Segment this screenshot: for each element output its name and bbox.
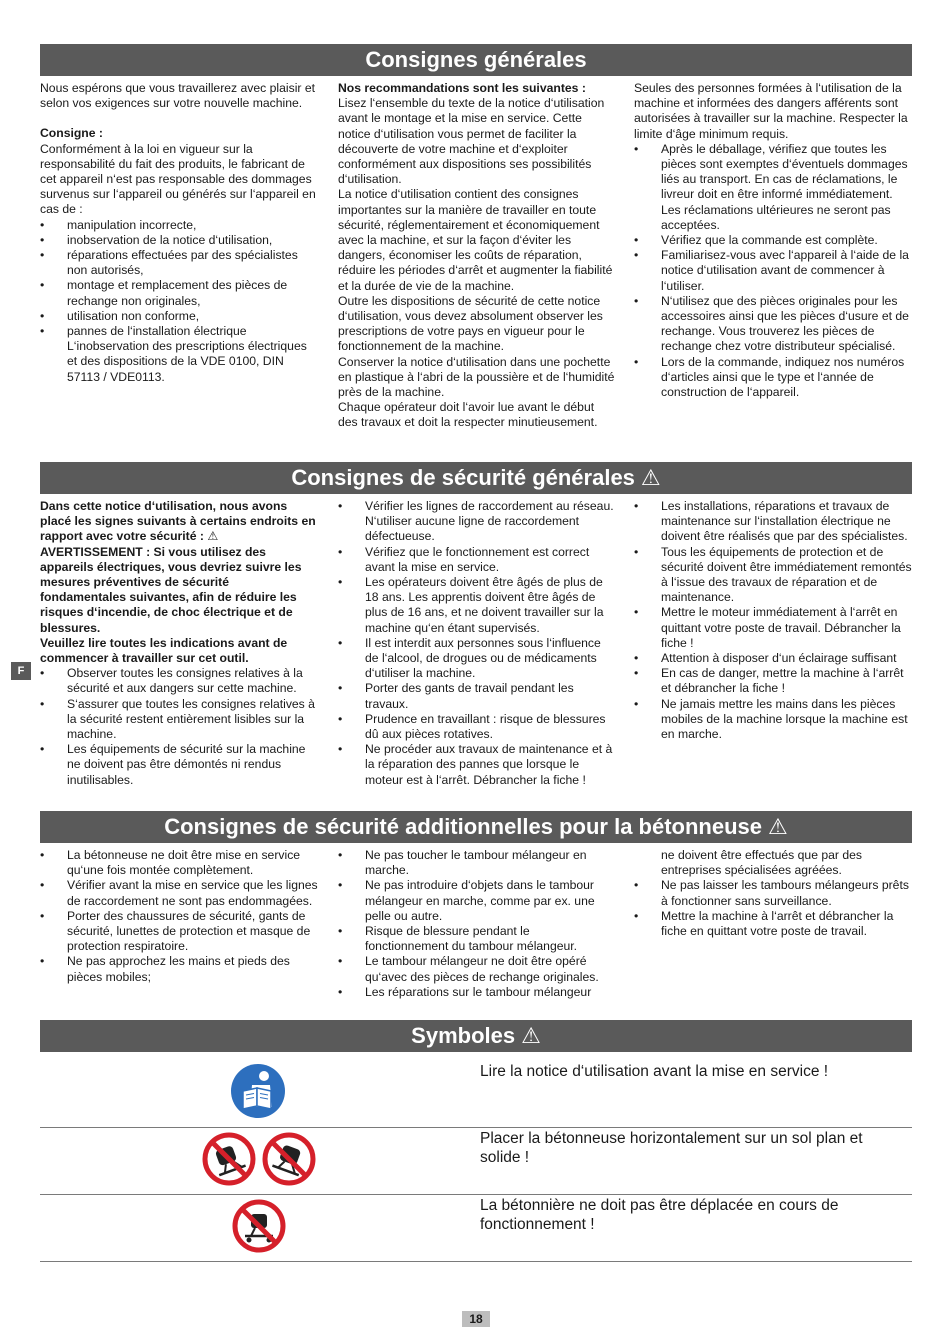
symbol-text-no-move: La bétonnière ne doit pas être déplacée en cours de fonctionnement ! bbox=[480, 1197, 839, 1233]
language-tab: F bbox=[11, 662, 31, 680]
list-item: • manipulation incorrecte, bbox=[40, 218, 318, 233]
list-item: • Ne pas toucher le tambour mélangeur en marche. bbox=[338, 848, 616, 878]
list-item: • Attention à disposer d‘un éclairage suffisant bbox=[634, 651, 912, 666]
list-item: • La bétonneuse ne doit être mise en service qu‘une fois montée complètement. bbox=[40, 848, 318, 878]
section-title-securite-generales: Consignes de sécurité générales ⚠ bbox=[40, 462, 912, 494]
no-moving-mixer-icon bbox=[231, 1198, 287, 1259]
list-item: • Le tambour mélangeur ne doit être opéré qu‘avec des pièces de rechange originales. bbox=[338, 954, 616, 984]
list-item: • Les opérateurs doivent être âgés de plus de 18 ans. Les apprentis doivent être âgés de plus de 16 ans, et ne doivent travailler sur la machine qu‘en étant supervisés. bbox=[338, 575, 616, 636]
list-item: • Ne pas approchez les mains et pieds des pièces mobiles; bbox=[40, 954, 318, 984]
list-item: • réparations effectuées par des spécialistes non autorisés, bbox=[40, 248, 318, 278]
section-title-consignes-generales: Consignes générales bbox=[40, 44, 912, 76]
list-item: • Tous les équipements de protection et de sécurité doivent être immédiatement remontés à l‘issue des travaux de réparation et de maintenance. bbox=[634, 545, 912, 606]
section3-col3 bbox=[634, 848, 912, 939]
read-manual-icon bbox=[230, 1063, 286, 1124]
list-item: • Après le déballage, vérifiez que toutes les pièces sont exemptes d‘éventuels dommages liés au transport. En cas de réclamations, le livreur doit en être informé immédiatement. Les réclamations ultérieures ne seront pas acceptées. bbox=[634, 142, 912, 233]
symbol-text-read-manual: Lire la notice d‘utilisation avant la mise en service ! bbox=[480, 1063, 829, 1080]
list-item: • Lors de la commande, indiquez nos numéros d‘articles ainsi que le type et l‘année de construction de l‘appareil. bbox=[634, 355, 912, 401]
warning-triangle-icon: ⚠ bbox=[521, 1023, 541, 1048]
section2-col2 bbox=[338, 499, 616, 788]
section2-col1: Dans cette notice d‘utilisation, nous avons placé les signes suivants à certains endroits en rapport avec votre sécurité : ⚠ AVERTISSEMENT : Si vous utilisez des appareils électriques, vous devriez suivre les mesures préventives de sécurité fondamentales suivantes, afin de réduire les risques d‘incendie, de choc électrique et de blessures. Veuillez lire toutes les indications avant de commencer à travailler sur cet outil. • Observer toutes les consignes relatives à la sécurité et aux dangers sur cette machine. • S‘assurer que toutes les consignes relatives à la sécurité restent entièrement lisibles sur la machine. • Les équipements de sécurité sur la machine ne doivent pas être démontés ni rendus inutilisables. bbox=[40, 499, 318, 788]
list-item-continuation: ne doivent être effectués que par des entreprises spécialisées agréées. bbox=[661, 848, 863, 878]
list-item: • inobservation de la notice d‘utilisation, bbox=[40, 233, 318, 248]
warning-triangle-icon: ⚠ bbox=[207, 529, 219, 544]
list-item: • Risque de blessure pendant le fonctionnement du tambour mélangeur. bbox=[338, 924, 616, 954]
warning-triangle-icon: ⚠ bbox=[768, 814, 788, 839]
list-item: • Il est interdit aux personnes sous l‘influence de l‘alcool, de drogues ou de médicaments d‘utiliser la machine. bbox=[338, 636, 616, 682]
list-item: • Mettre le moteur immédiatement à l‘arrêt en quittant votre poste de travail. Débrancher la fiche ! bbox=[634, 605, 912, 651]
list-item: • utilisation non conforme, bbox=[40, 309, 318, 324]
list-item: • montage et remplacement des pièces de rechange non originales, bbox=[40, 278, 318, 308]
section3-col1 bbox=[40, 848, 318, 985]
symbol-text-horizontal: Placer la bétonneuse horizontalement sur un sol plan et solide ! bbox=[480, 1130, 863, 1166]
list-item: • Porter des chaussures de sécurité, gants de sécurité, lunettes de protection et masque de protection respiratoire. bbox=[40, 909, 318, 955]
list-item: • Les équipements de sécurité sur la machine ne doivent pas être démontés ni rendus inutilisables. bbox=[40, 742, 318, 788]
section1-col1: Nous espérons que vous travaillerez avec plaisir et selon vos exigences sur votre nouvelle machine. Consigne : Conformément à la loi en vigueur sur la responsabilité du fait des produits, le fabricant de cet appareil n‘est pas responsable des dommages survenus sur l‘appareil ou générés sur l‘appareil en cas de : • manipulation incorrecte, • inobservation de la notice d‘utilisation, • réparations effectuées par des spécialistes non autorisés, • montage et remplacement des pièces de rechange non originales, • utilisation non conforme, • pannes de l‘installation électrique L‘inobservation des prescriptions électriques et des dispositions de la VDE 0100, DIN 57113 / VDE0113. bbox=[40, 81, 318, 385]
list-item: • En cas de danger, mettre la machine à l‘arrêt et débrancher la fiche ! bbox=[634, 666, 912, 696]
list-item: • Observer toutes les consignes relatives à la sécurité et aux dangers sur cette machine. bbox=[40, 666, 318, 696]
list-item: • Ne pas laisser les tambours mélangeurs prêts à fonctionner sans surveillance. bbox=[634, 878, 912, 908]
list-item-continuation: L‘inobservation des prescriptions électriques et des dispositions de la VDE 0100, DIN 57113 / VDE0113. bbox=[67, 339, 307, 384]
list-item: • Vérifiez que la commande est complète. bbox=[634, 233, 912, 248]
list-item: • Ne pas introduire d‘objets dans le tambour mélangeur en marche, comme par ex. une pelle ou autre. bbox=[338, 878, 616, 924]
list-item: • pannes de l‘installation électrique bbox=[40, 324, 318, 339]
list-item: • Mettre la machine à l‘arrêt et débrancher la fiche en quittant votre poste de travail. bbox=[634, 909, 912, 939]
section2-col3 bbox=[634, 499, 912, 742]
liability-list bbox=[40, 218, 318, 385]
section1-col2: Nos recommandations sont les suivantes : Lisez l‘ensemble du texte de la notice d‘utilisation avant le montage et la mise en service. Cette notice d‘utilisation vous permet de faciliter la découverte de votre machine et d‘exploiter conformément aux dispositions ses possibilités d‘utilisation. La notice d‘utilisation contient des consignes importantes sur la manière de travailler en toute sécurité, réglementairement et économiquement avec la machine, et sur la façon d‘éviter les dangers, économiser les coûts de réparation, réduire les périodes d‘arrêt et augmenter la fiabilité et la durée de vie de la machine. Outre les dispositions de sécurité de cette notice d‘utilisation, vous devez absolument observer les prescriptions de votre pays en vigueur pour le fonctionnement de la machine. Conserver la notice d‘utilisation dans une pochette en plastique à l‘abri de la poussière et de l‘humidité près de la machine. Chaque opérateur doit l‘avoir lue avant le début des travaux et doit la respecter minutieusement. bbox=[338, 81, 615, 430]
section-title-securite-betonneuse: Consignes de sécurité additionnelles pour la bétonneuse ⚠ bbox=[40, 811, 912, 843]
list-item: • Porter des gants de travail pendant les travaux. bbox=[338, 681, 616, 711]
page-number: 18 bbox=[462, 1311, 490, 1327]
list-item: • Vérifier avant la mise en service que les lignes de raccordement ne sont pas endommagées. bbox=[40, 878, 318, 908]
list-item: • Vérifiez que le fonctionnement est correct avant la mise en service. bbox=[338, 545, 616, 575]
symbol-row-divider bbox=[40, 1261, 912, 1262]
list-item: • S‘assurer que toutes les consignes relatives à la sécurité restent entièrement lisibles sur la machine. bbox=[40, 697, 318, 743]
symbol-row-divider bbox=[40, 1127, 912, 1128]
list-item: • Ne jamais mettre les mains dans les pièces mobiles de la machine lorsque la machine est en marche. bbox=[634, 697, 912, 743]
list-item: • Vérifier les lignes de raccordement au réseau. N‘utiliser aucune ligne de raccordement défectueuse. bbox=[338, 499, 616, 545]
section3-col2 bbox=[338, 848, 616, 1000]
list-item: • Familiarisez-vous avec l‘appareil à l‘aide de la notice d‘utilisation avant de commencer à l‘utiliser. bbox=[634, 248, 912, 294]
list-item: • N‘utilisez que des pièces originales pour les accessoires ainsi que les pièces d‘usure et de rechange. Vous trouverez les pièces de rechange chez votre distributeur spécialisé. bbox=[634, 294, 912, 355]
list-item: • Les réparations sur le tambour mélangeur bbox=[338, 985, 616, 1000]
no-tilted-mixer-icon bbox=[201, 1131, 317, 1192]
list-item: • Prudence en travaillant : risque de blessures dû aux pièces rotatives. bbox=[338, 712, 616, 742]
symbol-row-divider bbox=[40, 1194, 912, 1195]
list-item: • Les installations, réparations et travaux de maintenance sur l‘installation électrique ne doivent être réalisés que par des spécialistes. bbox=[634, 499, 912, 545]
warning-triangle-icon: ⚠ bbox=[640, 465, 661, 490]
section-title-symboles: Symboles ⚠ bbox=[40, 1020, 912, 1052]
list-item: • Ne procéder aux travaux de maintenance et à la réparation des pannes que lorsque le moteur est à l‘arrêt. Débrancher la fiche ! bbox=[338, 742, 616, 788]
section1-col3: Seules des personnes formées à l‘utilisation de la machine et informées des dangers afférents sont autorisées à travailler sur la machine. Respecter la limite d‘âge minimum requis. • Après le déballage, vérifiez que toutes les pièces sont exemptes d‘éventuels dommages liés au transport. En cas de réclamations, le livreur doit en être informé immédiatement. Les réclamations ultérieures ne seront pas acceptées. • Vérifiez que la commande est complète. • Familiarisez-vous avec l‘appareil à l‘aide de la notice d‘utilisation avant de commencer à l‘utiliser. • N‘utilisez que des pièces originales pour les accessoires ainsi que les pièces d‘usure et de rechange. Vous trouverez les pièces de rechange chez votre distributeur spécialisé. • Lors de la commande, indiquez nos numéros d‘articles ainsi que le type et l‘année de construction de l‘appareil. bbox=[634, 81, 912, 400]
